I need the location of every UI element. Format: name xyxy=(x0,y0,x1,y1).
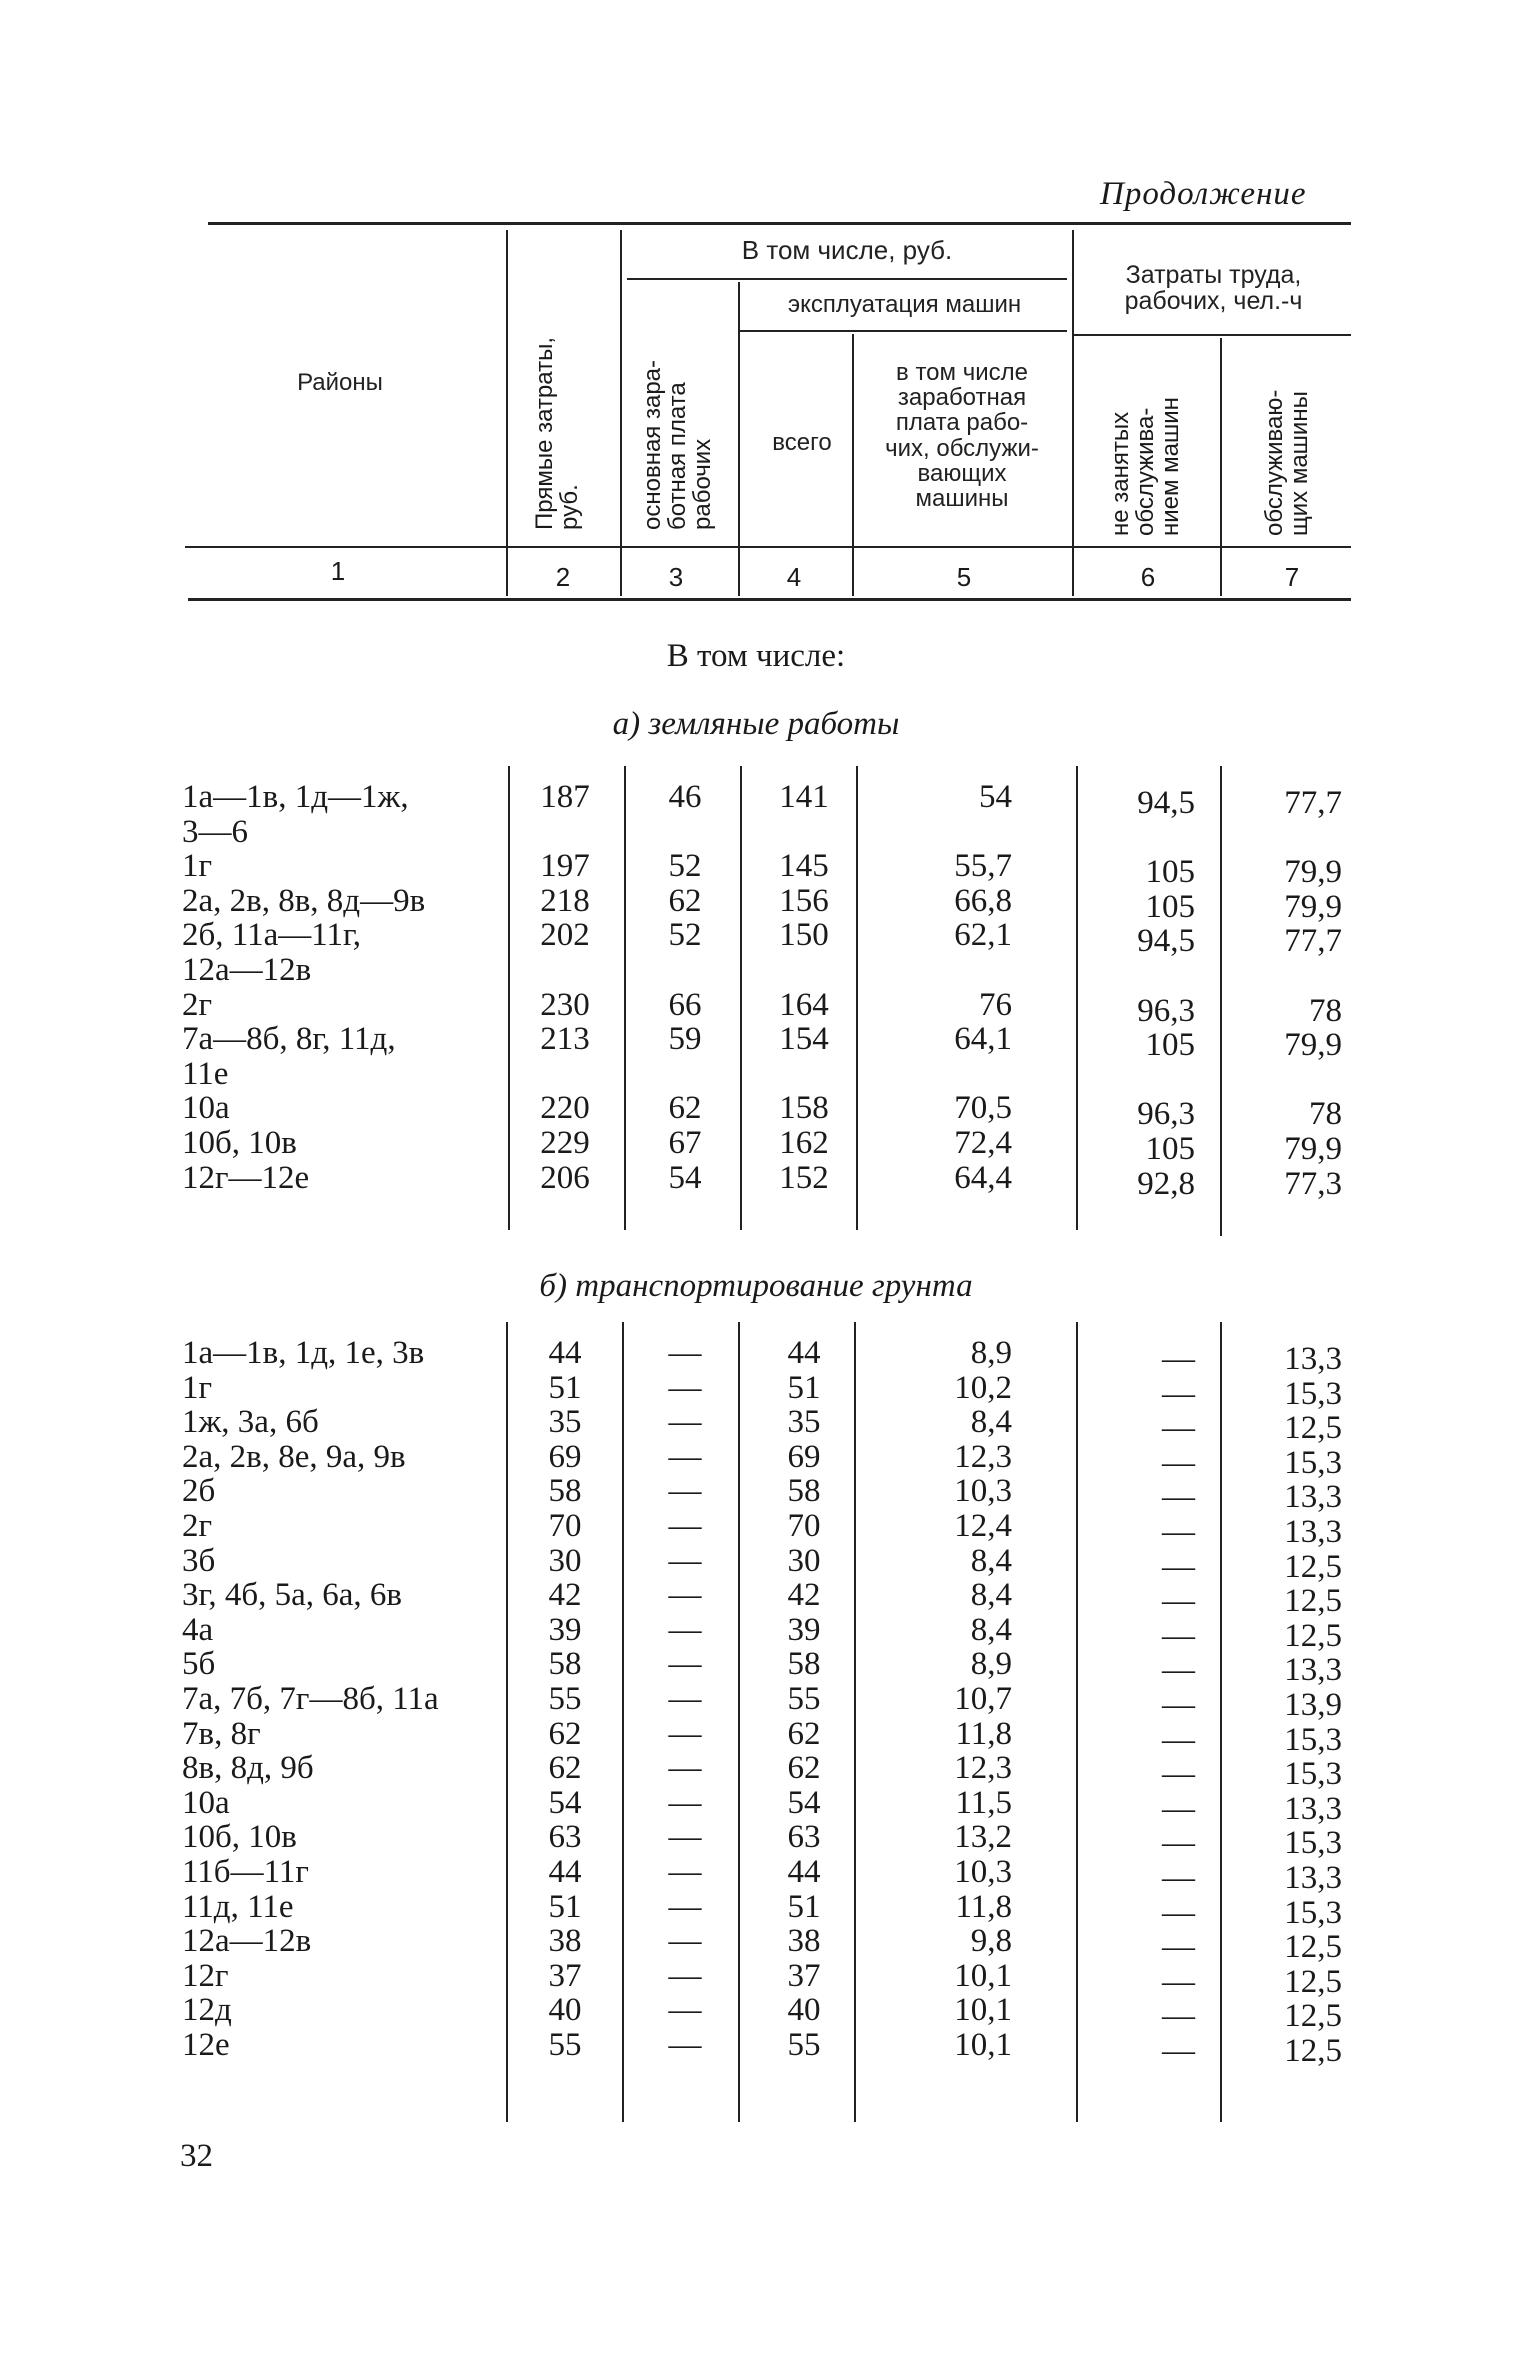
basic-wage-cell: 67 xyxy=(668,1125,702,1161)
header-vline-5 xyxy=(1072,230,1074,596)
section-a-vline-3 xyxy=(740,766,742,1230)
basic-wage-cell: — xyxy=(668,1369,702,1406)
district-name: 1а—1в, 1д, 1е, 3в xyxy=(182,1335,425,1371)
labor-not-employed-cell: 105 xyxy=(1145,1027,1195,1064)
section-a-vline-1 xyxy=(508,766,510,1230)
machine-total-cell: 156 xyxy=(779,882,829,919)
machine-wage-cell: 55,7 xyxy=(954,848,1012,885)
direct-costs-cell: 58 xyxy=(548,1646,582,1683)
direct-costs-cell: 213 xyxy=(540,1021,590,1058)
labor-servicing-cell: 78 xyxy=(1309,1096,1342,1133)
basic-wage-cell: — xyxy=(668,1508,702,1544)
direct-costs-cell: 38 xyxy=(548,1923,582,1960)
machine-total-cell: 40 xyxy=(787,1992,821,2029)
machine-wage-cell: 11,8 xyxy=(955,1888,1012,1925)
district-name: 7в, 8г xyxy=(182,1715,261,1752)
machine-wage-cell: 62,1 xyxy=(954,917,1012,954)
section-b-vline-5 xyxy=(1076,1322,1078,2122)
machine-wage-cell: 10,1 xyxy=(954,2027,1012,2063)
district-name: 11б—11г xyxy=(182,1854,309,1890)
direct-costs-cell: 218 xyxy=(540,882,590,919)
col-number-6: 6 xyxy=(1140,562,1156,592)
machine-total-cell: 44 xyxy=(787,1854,821,1890)
basic-wage-cell: — xyxy=(668,1335,702,1371)
colnum-bottom-rule xyxy=(188,598,1351,601)
basic-wage-cell: — xyxy=(668,1542,702,1579)
basic-wage-cell: — xyxy=(668,1646,702,1683)
labor-not-employed-cell: — xyxy=(1162,1341,1195,1377)
direct-costs-cell: 230 xyxy=(540,986,590,1023)
section-b-vline-4 xyxy=(854,1322,856,2122)
section-a-vline-4 xyxy=(856,766,858,1230)
direct-costs-cell: 55 xyxy=(548,1681,582,1717)
labor-servicing-cell: 12,5 xyxy=(1284,1548,1342,1585)
district-name: 2г xyxy=(182,1508,213,1544)
header-vline-3 xyxy=(738,282,740,596)
labor-servicing-cell: 15,3 xyxy=(1284,1375,1342,1412)
machine-total-cell: 162 xyxy=(779,1125,829,1161)
labor-servicing-cell: 12,5 xyxy=(1284,1929,1342,1966)
machine-total-cell: 58 xyxy=(787,1646,821,1683)
district-name: 12г xyxy=(182,1957,229,1994)
labor-not-employed-cell: — xyxy=(1162,1479,1195,1516)
machine-wage-cell: 12,4 xyxy=(954,1508,1012,1544)
machine-wage-cell: 66,8 xyxy=(954,882,1012,919)
machine-wage-cell: 10,1 xyxy=(954,1992,1012,2029)
machine-wage-cell: 9,8 xyxy=(970,1923,1012,1960)
direct-costs-cell: 44 xyxy=(548,1335,582,1371)
labor-not-employed-cell: 105 xyxy=(1145,888,1195,925)
labor-not-employed-cell: — xyxy=(1162,1894,1195,1931)
total-header: всего xyxy=(772,429,832,456)
machine-total-cell: 63 xyxy=(787,1819,821,1856)
district-name: 3б xyxy=(182,1542,216,1579)
labor-servicing-cell: 13,3 xyxy=(1284,1341,1342,1377)
direct-costs-cell: 69 xyxy=(548,1438,582,1475)
basic-wage-cell: — xyxy=(668,1854,702,1890)
col-number-1: 1 xyxy=(330,556,346,586)
labor-servicing-cell: 13,9 xyxy=(1284,1687,1342,1723)
district-name: 10б, 10в xyxy=(182,1125,297,1161)
district-name: 2б xyxy=(182,1473,216,1510)
machine-wage-cell: 8,4 xyxy=(970,1404,1012,1441)
col-number-2: 2 xyxy=(555,562,571,592)
direct-costs-cell: 39 xyxy=(548,1611,582,1648)
direct-costs-cell: 58 xyxy=(548,1473,582,1510)
direct-costs-cell: 55 xyxy=(548,2027,582,2063)
labor-not-employed-cell: — xyxy=(1162,1790,1195,1827)
machine-wage-cell: 10,2 xyxy=(954,1369,1012,1406)
labor-not-employed-cell: — xyxy=(1162,1721,1195,1758)
labor-not-employed-cell: 96,3 xyxy=(1137,1096,1195,1133)
direct-costs-cell: 202 xyxy=(540,917,590,954)
labor-servicing-cell: 15,3 xyxy=(1284,1756,1342,1793)
labor-not-employed-cell: 94,5 xyxy=(1137,785,1195,821)
direct-costs-cell: 62 xyxy=(548,1715,582,1752)
machine-total-cell: 62 xyxy=(787,1715,821,1752)
basic-wage-cell: — xyxy=(668,1957,702,1994)
direct-costs-cell: 62 xyxy=(548,1750,582,1787)
machine-total-cell: 145 xyxy=(779,848,829,885)
direct-costs-cell: 51 xyxy=(548,1888,582,1925)
basic-wage-cell: — xyxy=(668,1715,702,1752)
machine-total-cell: 150 xyxy=(779,917,829,954)
labor-servicing-cell: 79,9 xyxy=(1284,1027,1342,1064)
labor-servicing-cell: 77,3 xyxy=(1284,1165,1342,1202)
district-name: 11е xyxy=(182,1055,229,1092)
machine-total-cell: 39 xyxy=(787,1611,821,1648)
districts-header: Районы xyxy=(297,369,383,396)
basic-wage-header: основная зара- ботная плата рабочих xyxy=(639,359,717,530)
machine-wage-cell: 54 xyxy=(979,779,1012,815)
district-name: 12д xyxy=(182,1992,232,2029)
basic-wage-cell: 46 xyxy=(668,779,702,815)
labor-not-employed-cell: — xyxy=(1162,1963,1195,2000)
machine-wage-cell: 8,4 xyxy=(970,1542,1012,1579)
machine-wage-cell: 8,4 xyxy=(970,1577,1012,1614)
district-name: 12е xyxy=(182,2027,230,2063)
basic-wage-cell: 62 xyxy=(668,882,702,919)
direct-costs-cell: 42 xyxy=(548,1577,582,1614)
labor-not-employed-cell: 94,5 xyxy=(1137,923,1195,960)
basic-wage-cell: — xyxy=(668,1888,702,1925)
direct-costs-cell: 30 xyxy=(548,1542,582,1579)
district-name: 12а—12в xyxy=(182,952,312,988)
direct-costs-cell: 220 xyxy=(540,1090,590,1127)
header-vline-1 xyxy=(506,230,508,596)
district-name: 2а, 2в, 8е, 9а, 9в xyxy=(182,1438,406,1475)
basic-wage-cell: 52 xyxy=(668,848,702,885)
district-name: 5б xyxy=(182,1646,216,1683)
labor-not-employed-cell: — xyxy=(1162,1860,1195,1896)
basic-wage-cell: — xyxy=(668,1784,702,1821)
machine-wage-cell: 10,3 xyxy=(954,1854,1012,1890)
district-name: 1ж, 3а, 6б xyxy=(182,1404,319,1441)
header-vline-6 xyxy=(1220,338,1222,596)
header-bottom-rule xyxy=(185,546,1351,548)
labor-servicing-cell: 12,5 xyxy=(1284,1998,1342,2035)
machine-total-cell: 38 xyxy=(787,1923,821,1960)
district-name: 1г xyxy=(182,848,213,885)
labor-servicing-cell: 78 xyxy=(1309,992,1342,1029)
labor-not-employed-cell: — xyxy=(1162,1756,1195,1793)
district-name: 2б, 11а—11г, xyxy=(182,917,362,954)
labor-not-employed-cell: — xyxy=(1162,1514,1195,1550)
machine-total-cell: 51 xyxy=(787,1888,821,1925)
page-number: 32 xyxy=(180,2138,213,2174)
machine-total-cell: 44 xyxy=(787,1335,821,1371)
labor-servicing-cell: 13,3 xyxy=(1284,1790,1342,1827)
col-number-5: 5 xyxy=(956,562,972,592)
machine-total-cell: 141 xyxy=(779,779,829,815)
machine-total-cell: 69 xyxy=(787,1438,821,1475)
section-b-title: б) транспортирование грунта xyxy=(539,1268,973,1304)
district-name: 3г, 4б, 5а, 6а, 6в xyxy=(182,1577,402,1614)
district-name: 2а, 2в, 8в, 8д—9в xyxy=(182,882,426,919)
labor-not-employed-cell: — xyxy=(1162,1444,1195,1481)
machine-total-cell: 62 xyxy=(787,1750,821,1787)
labor-not-employed-cell: — xyxy=(1162,1825,1195,1862)
servicing-header: обслуживаю- щих машины xyxy=(1261,389,1314,536)
basic-wage-cell: 52 xyxy=(668,917,702,954)
in-that-number: В том числе: xyxy=(666,638,846,674)
labor-not-employed-cell: — xyxy=(1162,1998,1195,2035)
labor-servicing-cell: 79,9 xyxy=(1284,888,1342,925)
machine-wage-cell: 12,3 xyxy=(954,1750,1012,1787)
machine-wage-cell: 11,5 xyxy=(955,1784,1012,1821)
labor-not-employed-cell: — xyxy=(1162,1687,1195,1723)
basic-wage-cell: — xyxy=(668,2027,702,2063)
district-name: 10б, 10в xyxy=(182,1819,297,1856)
machine-wage-cell: 72,4 xyxy=(954,1125,1012,1161)
machine-total-cell: 158 xyxy=(779,1090,829,1127)
machine-total-cell: 37 xyxy=(787,1957,821,1994)
direct-costs-cell: 37 xyxy=(548,1957,582,1994)
labor-not-employed-cell: — xyxy=(1162,1929,1195,1966)
direct-costs-cell: 54 xyxy=(548,1784,582,1821)
machine-total-cell: 55 xyxy=(787,2027,821,2063)
machine-total-cell: 152 xyxy=(779,1159,829,1196)
not-employed-header: не занятых обслужива- нием машин xyxy=(1107,397,1185,536)
machine-operation-header: эксплуатация машин xyxy=(787,291,1022,318)
direct-costs-cell: 44 xyxy=(548,1854,582,1890)
machine-total-cell: 164 xyxy=(779,986,829,1023)
labor-not-employed-cell: — xyxy=(1162,1652,1195,1689)
direct-costs-cell: 51 xyxy=(548,1369,582,1406)
labor-servicing-cell: 12,5 xyxy=(1284,2033,1342,2069)
direct-costs-cell: 70 xyxy=(548,1508,582,1544)
section-a-vline-5 xyxy=(1076,766,1078,1230)
basic-wage-cell: — xyxy=(668,1577,702,1614)
machine-total-cell: 42 xyxy=(787,1577,821,1614)
section-a-vline-2 xyxy=(624,766,626,1230)
incl-rub-header: В том числе, руб. xyxy=(741,235,953,265)
labor-not-employed-cell: — xyxy=(1162,1583,1195,1620)
col-number-3: 3 xyxy=(668,562,684,592)
machine-total-cell: 55 xyxy=(787,1681,821,1717)
direct-costs-cell: 197 xyxy=(540,848,590,885)
incl-wage-header: в том числе заработная плата рабо- чих, обслужи- вающих машины xyxy=(885,359,1039,512)
basic-wage-cell: — xyxy=(668,1438,702,1475)
basic-wage-cell: — xyxy=(668,1681,702,1717)
machine-total-cell: 51 xyxy=(787,1369,821,1406)
machine-total-cell: 54 xyxy=(787,1784,821,1821)
machine-wage-cell: 13,2 xyxy=(954,1819,1012,1856)
machine-rule xyxy=(738,330,1067,332)
machine-total-cell: 58 xyxy=(787,1473,821,1510)
labor-not-employed-cell: 105 xyxy=(1145,1131,1195,1167)
machine-wage-cell: 8,4 xyxy=(970,1611,1012,1648)
labor-servicing-cell: 15,3 xyxy=(1284,1825,1342,1862)
machine-wage-cell: 10,7 xyxy=(954,1681,1012,1717)
machine-total-cell: 70 xyxy=(787,1508,821,1544)
labor-servicing-cell: 79,9 xyxy=(1284,854,1342,891)
machine-wage-cell: 70,5 xyxy=(954,1090,1012,1127)
basic-wage-cell: 54 xyxy=(668,1159,702,1196)
labor-not-employed-cell: — xyxy=(1162,2033,1195,2069)
direct-costs-header: Прямые затраты, руб. xyxy=(531,337,584,530)
labor-costs-header: Затраты труда, рабочих, чел.-ч xyxy=(1124,261,1303,316)
top-rule xyxy=(208,222,1351,225)
district-name: 1а—1в, 1д—1ж, xyxy=(182,779,409,815)
labor-not-employed-cell: — xyxy=(1162,1617,1195,1654)
labor-not-employed-cell: 96,3 xyxy=(1137,992,1195,1029)
district-name: 8в, 8д, 9б xyxy=(182,1750,314,1787)
labor-not-employed-cell: 105 xyxy=(1145,854,1195,891)
machine-wage-cell: 11,8 xyxy=(955,1715,1012,1752)
labor-servicing-cell: 12,5 xyxy=(1284,1583,1342,1620)
labor-servicing-cell: 13,3 xyxy=(1284,1514,1342,1550)
basic-wage-cell: — xyxy=(668,1750,702,1787)
direct-costs-cell: 35 xyxy=(548,1404,582,1441)
incl-rub-rule xyxy=(627,278,1067,280)
district-name: 11д, 11е xyxy=(182,1888,294,1925)
labor-servicing-cell: 12,5 xyxy=(1284,1410,1342,1447)
district-name: 10а xyxy=(182,1090,230,1127)
labor-servicing-cell: 12,5 xyxy=(1284,1963,1342,2000)
basic-wage-cell: — xyxy=(668,1992,702,2029)
labor-servicing-cell: 13,3 xyxy=(1284,1479,1342,1516)
machine-wage-cell: 64,4 xyxy=(954,1159,1012,1196)
machine-wage-cell: 64,1 xyxy=(954,1021,1012,1058)
section-b-vline-6 xyxy=(1220,1322,1222,2122)
machine-wage-cell: 10,3 xyxy=(954,1473,1012,1510)
district-name: 1г xyxy=(182,1369,213,1406)
district-name: 2г xyxy=(182,986,213,1023)
labor-servicing-cell: 12,5 xyxy=(1284,1617,1342,1654)
col-number-7: 7 xyxy=(1284,562,1300,592)
machine-total-cell: 30 xyxy=(787,1542,821,1579)
labor-not-employed-cell: — xyxy=(1162,1375,1195,1412)
machine-total-cell: 35 xyxy=(787,1404,821,1441)
col-number-4: 4 xyxy=(786,562,802,592)
section-b-vline-1 xyxy=(506,1322,508,2122)
basic-wage-cell: — xyxy=(668,1404,702,1441)
section-a-title: а) земляные работы xyxy=(612,706,900,742)
district-name: 10а xyxy=(182,1784,230,1821)
machine-wage-cell: 76 xyxy=(979,986,1012,1023)
district-name: 7а—8б, 8г, 11д, xyxy=(182,1021,396,1058)
basic-wage-cell: 66 xyxy=(668,986,702,1023)
labor-servicing-cell: 77,7 xyxy=(1284,923,1342,960)
labor-servicing-cell: 15,3 xyxy=(1284,1894,1342,1931)
labor-servicing-cell: 15,3 xyxy=(1284,1444,1342,1481)
machine-wage-cell: 8,9 xyxy=(970,1335,1012,1371)
section-b-vline-3 xyxy=(738,1322,740,2122)
labor-not-employed-cell: — xyxy=(1162,1548,1195,1585)
basic-wage-cell: — xyxy=(668,1923,702,1960)
district-name: 4а xyxy=(182,1611,214,1648)
labor-not-employed-cell: — xyxy=(1162,1410,1195,1447)
machine-wage-cell: 8,9 xyxy=(970,1646,1012,1683)
direct-costs-cell: 206 xyxy=(540,1159,590,1196)
basic-wage-cell: — xyxy=(668,1819,702,1856)
section-a-vline-6 xyxy=(1220,766,1222,1236)
labor-servicing-cell: 13,3 xyxy=(1284,1652,1342,1689)
direct-costs-cell: 63 xyxy=(548,1819,582,1856)
district-name: 12а—12в xyxy=(182,1923,312,1960)
machine-wage-cell: 12,3 xyxy=(954,1438,1012,1475)
direct-costs-cell: 40 xyxy=(548,1992,582,2029)
machine-wage-cell: 10,1 xyxy=(954,1957,1012,1994)
basic-wage-cell: — xyxy=(668,1611,702,1648)
labor-servicing-cell: 77,7 xyxy=(1284,785,1342,821)
direct-costs-cell: 187 xyxy=(540,779,590,815)
machine-total-cell: 154 xyxy=(779,1021,829,1058)
district-name: 7а, 7б, 7г—8б, 11а xyxy=(182,1681,439,1717)
basic-wage-cell: 62 xyxy=(668,1090,702,1127)
labor-servicing-cell: 15,3 xyxy=(1284,1721,1342,1758)
labor-not-employed-cell: 92,8 xyxy=(1137,1165,1195,1202)
labor-servicing-cell: 79,9 xyxy=(1284,1131,1342,1167)
continuation-label: Продолжение xyxy=(1100,176,1307,212)
district-name: 12г—12е xyxy=(182,1159,310,1196)
labor-servicing-cell: 13,3 xyxy=(1284,1860,1342,1896)
district-name: 3—6 xyxy=(182,813,248,850)
basic-wage-cell: 59 xyxy=(668,1021,702,1058)
labor-rule xyxy=(1073,334,1351,336)
section-b-vline-2 xyxy=(622,1322,624,2122)
header-vline-2 xyxy=(620,230,622,596)
header-vline-4 xyxy=(852,334,854,596)
basic-wage-cell: — xyxy=(668,1473,702,1510)
direct-costs-cell: 229 xyxy=(540,1125,590,1161)
